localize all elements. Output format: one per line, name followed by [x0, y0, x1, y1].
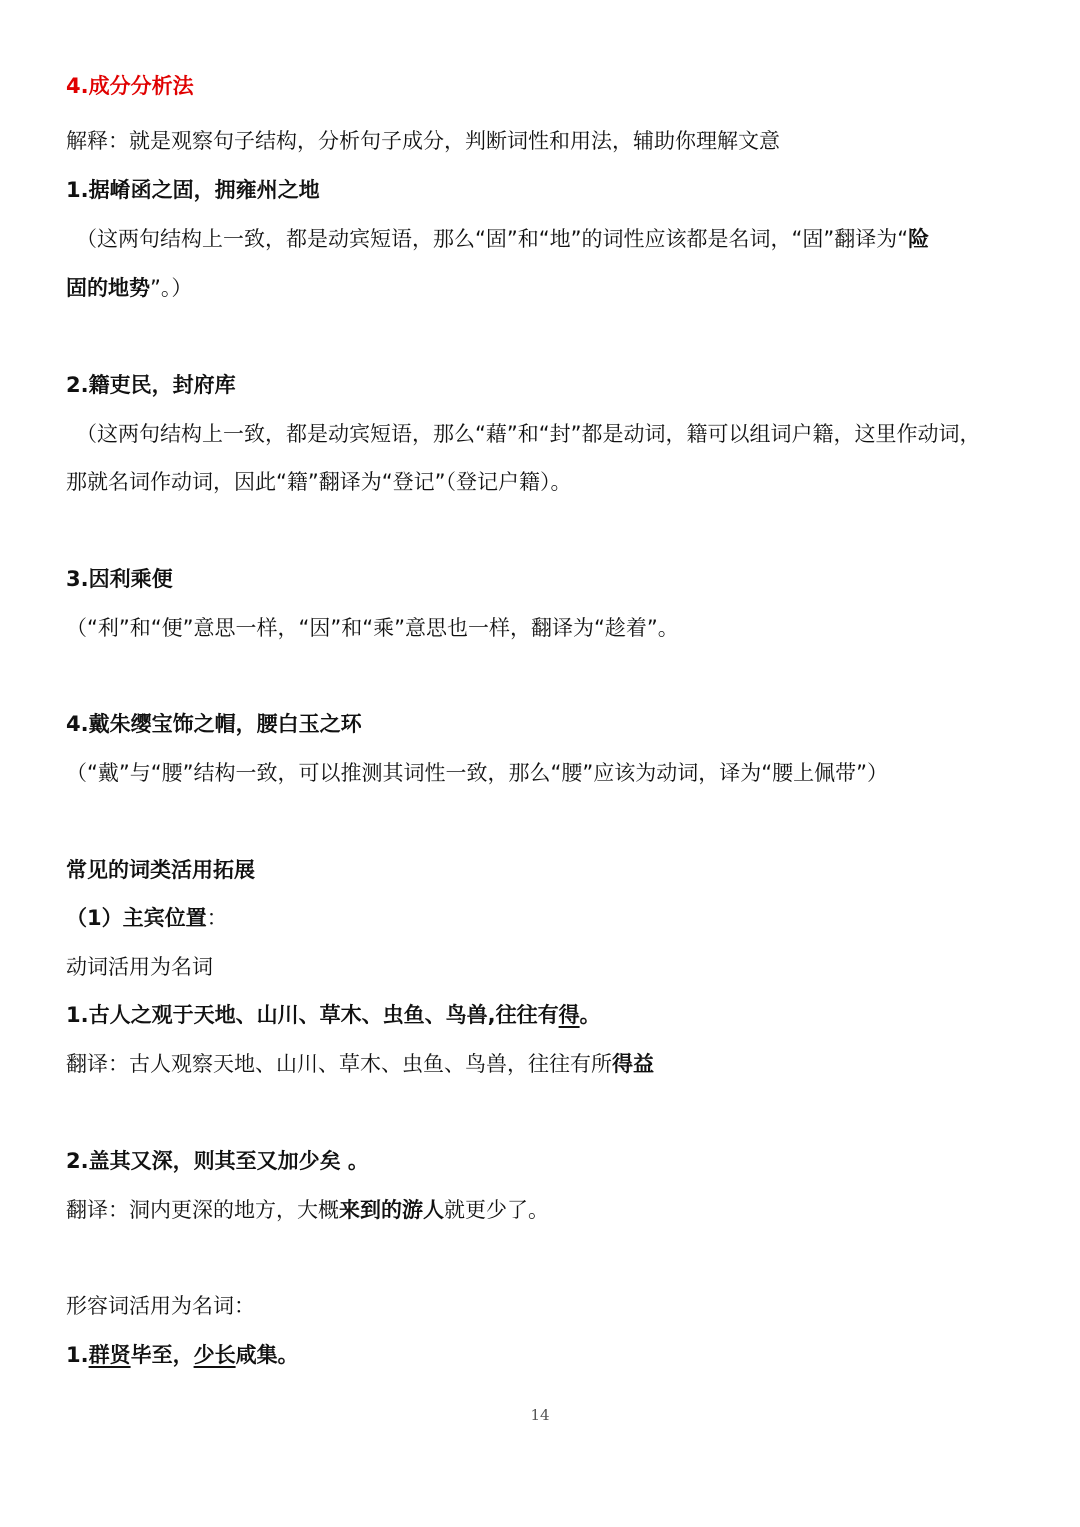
category-adjective-to-noun: 形容词活用为名词： [66, 1294, 255, 1318]
section-title: 4.成分分析法 [66, 74, 194, 98]
example-1-note-line2: 固的地势”。） [66, 276, 193, 300]
extension-example-1-heading: 1.古人之观于天地、山川、草木、虫鱼、鸟兽,往往有得。 [66, 1003, 601, 1027]
example-1-note-line1: （这两句结构上一致，都是动宾短语，那么“固”和“地”的词性应该都是名词，“固”翻译为“险 [76, 227, 930, 251]
extension-example-3-heading: 1.群贤毕至，少长咸集。 [66, 1343, 299, 1367]
example-3-heading: 3.因利乘便 [66, 567, 173, 591]
example-2-note-line1: （这两句结构上一致，都是动宾短语，那么“藉”和“封”都是动词，籍可以组词户籍，这里作动词， [76, 422, 981, 446]
extension-heading: 常见的词类活用拓展 [66, 858, 255, 882]
example-4-note: （“戴”与“腰”结构一致，可以推测其词性一致，那么“腰”应该为动词，译为“腰上佩带”） [66, 761, 889, 785]
example-1-heading: 1.据崤函之固，拥雍州之地 [66, 178, 320, 202]
extension-example-2-translation: 翻译：洞内更深的地方，大概来到的游人就更少了。 [66, 1198, 549, 1222]
page-number: 14 [530, 1406, 550, 1424]
extension-example-1-translation: 翻译：古人观察天地、山川、草木、虫鱼、鸟兽，往往有所得益 [66, 1052, 654, 1076]
extension-subheading: （1）主宾位置： [66, 906, 228, 930]
example-4-heading: 4.戴朱缨宝饰之帽，腰白玉之环 [66, 712, 362, 736]
category-verb-to-noun: 动词活用为名词 [66, 955, 213, 979]
explanation-text: 解释：就是观察句子结构，分析句子成分，判断词性和用法，辅助你理解文意 [66, 129, 780, 153]
example-3-note: （“利”和“便”意思一样，“因”和“乘”意思也一样，翻译为“趁着”。 [66, 616, 679, 640]
example-2-heading: 2.籍吏民，封府库 [66, 373, 236, 397]
example-2-note-line2: 那就名词作动词，因此“籍”翻译为“登记”（登记户籍）。 [66, 470, 572, 494]
extension-example-2-heading: 2.盖其又深，则其至又加少矣 。 [66, 1149, 369, 1173]
